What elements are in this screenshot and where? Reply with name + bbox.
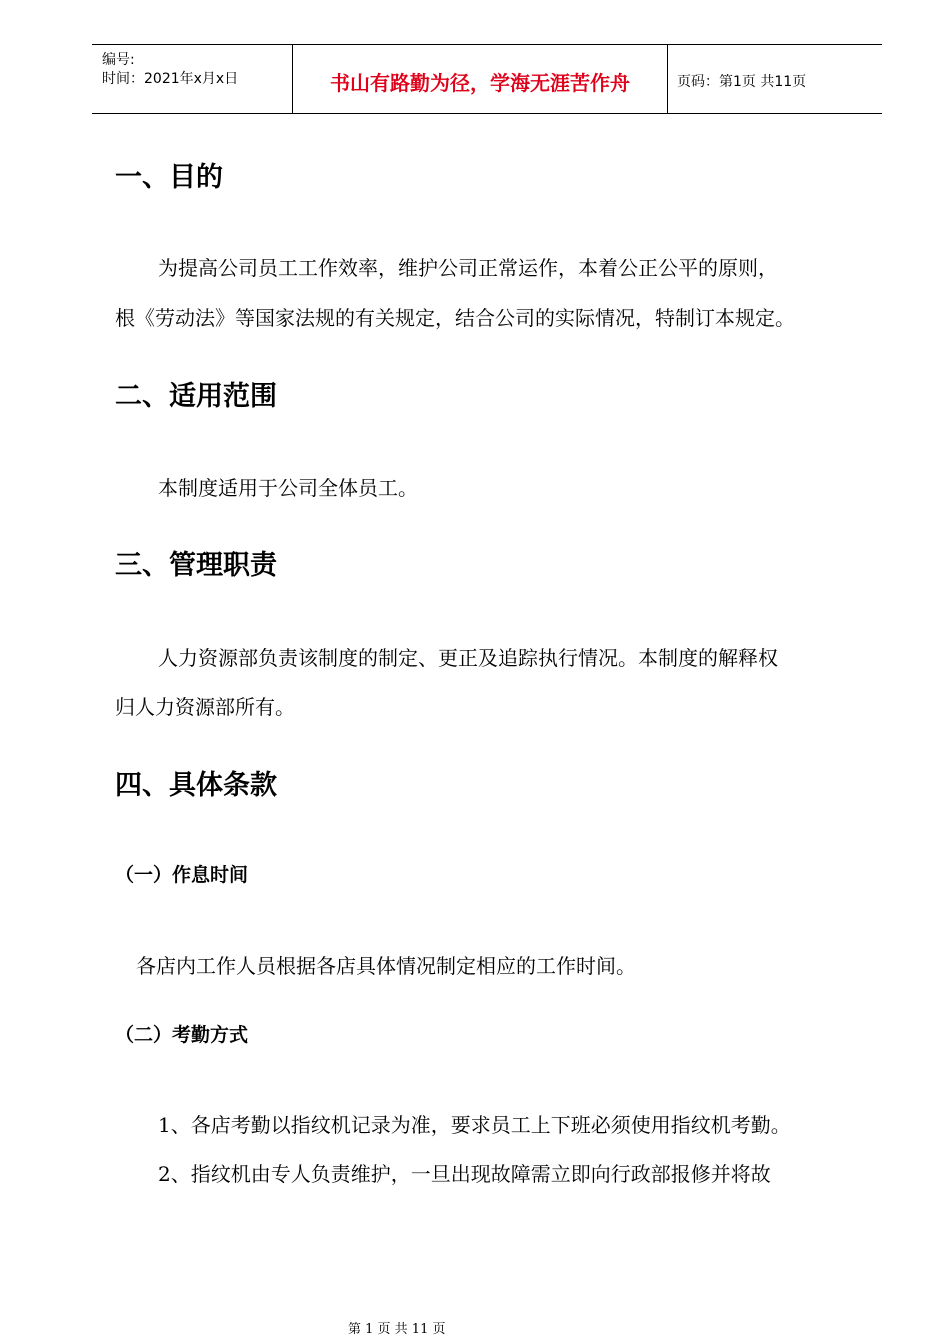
scope-paragraph: 本制度适用于公司全体员工。 bbox=[158, 476, 418, 500]
section-title-responsibilities: 三、管理职责 bbox=[115, 550, 277, 581]
header-right-cell bbox=[667, 45, 882, 113]
page-number-label: 页码：第1页 共11页 bbox=[677, 74, 807, 90]
section-title-purpose: 一、目的 bbox=[115, 162, 223, 193]
document-number-label: 编号: bbox=[102, 52, 135, 68]
header-motto: 书山有路勤为径，学海无涯苦作舟 bbox=[330, 71, 630, 95]
purpose-paragraph-line-1: 为提高公司员工工作效率，维护公司正常运作，本着公正公平的原则， bbox=[158, 256, 778, 280]
purpose-paragraph-line-2: 根《劳动法》等国家法规的有关规定，结合公司的实际情况，特制订本规定。 bbox=[115, 306, 795, 330]
header-middle-cell bbox=[292, 45, 668, 113]
page-header bbox=[92, 44, 882, 114]
subsection-title-attendance: （二）考勤方式 bbox=[115, 1024, 249, 1046]
responsibilities-paragraph-line-2: 归人力资源部所有。 bbox=[115, 695, 295, 719]
page-footer: 第 1 页 共 11 页 bbox=[348, 1322, 446, 1337]
header-left-cell bbox=[92, 45, 292, 113]
work-hours-paragraph: 各店内工作人员根据各店具体情况制定相应的工作时间。 bbox=[136, 954, 636, 978]
responsibilities-paragraph-line-1: 人力资源部负责该制度的制定、更正及追踪执行情况。本制度的解释权 bbox=[158, 646, 778, 670]
attendance-item-1: 1、各店考勤以指纹机记录为准，要求员工上下班必须使用指纹机考勤。 bbox=[158, 1113, 791, 1137]
section-title-clauses: 四、具体条款 bbox=[115, 770, 277, 801]
section-title-scope: 二、适用范围 bbox=[115, 381, 277, 412]
subsection-title-work-hours: （一）作息时间 bbox=[115, 864, 249, 886]
document-time-label: 时间：2021年x月x日 bbox=[102, 71, 239, 87]
attendance-item-2: 2、指纹机由专人负责维护，一旦出现故障需立即向行政部报修并将故 bbox=[158, 1162, 771, 1186]
